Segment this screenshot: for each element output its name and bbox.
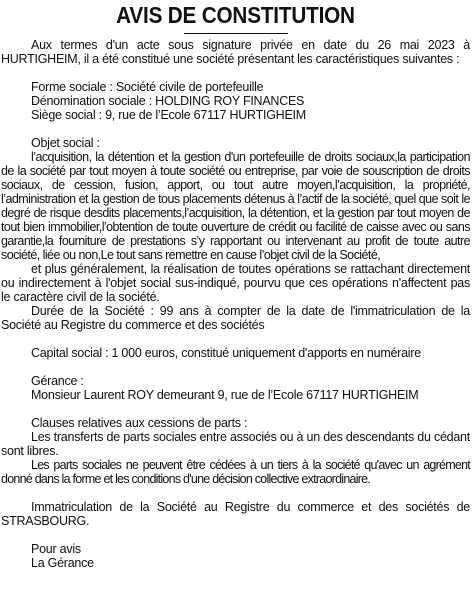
spacer	[1, 402, 470, 416]
notice-body	[1, 34, 470, 570]
notice-title: AVIS DE CONSTITUTION	[116, 2, 355, 28]
gerance-text: Monsieur Laurent ROY demeurant 9, rue de l’Ecole 67117 HURTIGHEIM	[31, 388, 419, 402]
closing-gerance: La Gérance	[31, 556, 94, 570]
capital: Capital social : 1 000 euros, constitué uniquement d'apports en numéraire	[31, 346, 421, 360]
clauses-text-2: Les parts sociales ne peuvent être cédées à un tiers à la société qu'avec un agrément donné dans la forme et les conditions d'une décision collective extraordinaire.	[1, 458, 470, 486]
objet-heading: Objet social :	[31, 136, 100, 150]
spacer	[1, 122, 470, 136]
spacer	[1, 332, 470, 346]
forme-sociale: Forme sociale : Société civile de portefeuille	[31, 80, 264, 94]
immatriculation: Immatriculation de la Société au Registre du commerce et des sociétés de STRASBOURG.	[1, 500, 470, 528]
denomination-sociale: Dénomination sociale : HOLDING ROY FINANCES	[31, 94, 305, 108]
siege-social: Siège social : 9, rue de l’Ecole 67117 HURTIGHEIM	[31, 108, 306, 122]
intro-paragraph: Aux termes d'un acte sous signature privée en date du 26 mai 2023 à HURTIGHEIM, il a été constitué une société présentant les caractéristiques suivantes :	[1, 38, 470, 66]
spacer	[1, 360, 470, 374]
spacer	[1, 486, 470, 500]
clauses-heading: Clauses relatives aux cessions de parts :	[31, 416, 248, 430]
closing-pour-avis: Pour avis	[31, 542, 81, 556]
spacer	[1, 528, 470, 542]
objet-text: l’acquisition, la détention et la gestion d'un portefeuille de droits sociaux,la participation de la société par tout moyen à toute société ou entreprise, par voie de souscription de droits sociaux, de cession, fusion, apport, ou tout autre moyen,l’acquisition, la propriété, l’administration et la gestion de tous placements détenus à l’actif de la société, quel que soit le degré de risque desdits placements,l’acquisition, la détention, et la gestion par tout moyen de tout bien immobilier,l’obtention de toute ouverture de crédit ou facilité de caisse avec ou sans garantie,la fourniture de prestations s’y rapportant ou intervenant au profit de toute autre société, liée ou non,Le tout sans remettre en cause l’objet civil de la Société,	[1, 150, 470, 262]
objet-general: et plus généralement, la réalisation de toutes opérations se rattachant directement ou indirectement à l'objet social sus-indiqué, pourvu que ces opérations n'affectent pas le caractère civil de la société.	[1, 262, 470, 304]
gerance-heading: Gérance :	[31, 374, 84, 388]
duree: Durée de la Société : 99 ans à compter de la date de l'immatriculation de la Société au Registre du commerce et des sociétés	[1, 304, 470, 332]
spacer	[1, 66, 470, 80]
clauses-text-1: Les transferts de parts sociales entre associés ou à un des descendants du cédant sont libres.	[1, 430, 470, 458]
